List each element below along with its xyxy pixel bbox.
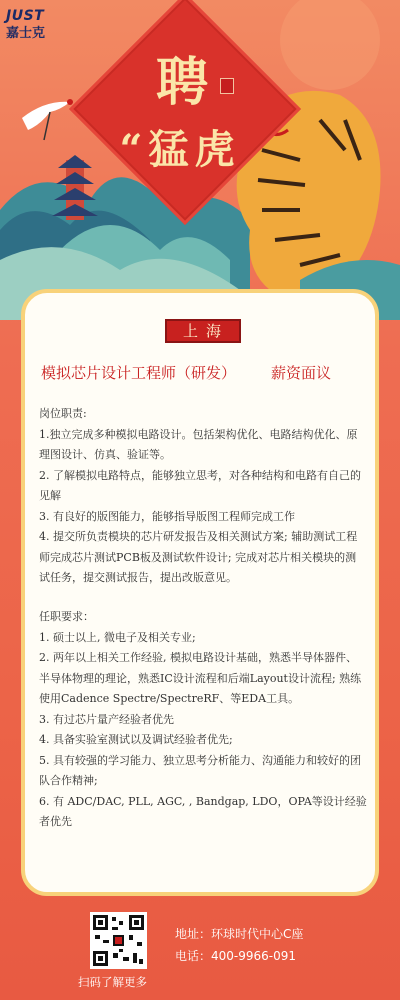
hero-illustration	[0, 0, 400, 320]
red-seal-icon	[220, 78, 234, 94]
duty-item: 1.独立完成多种模拟电路设计。包括架构优化、电路结构优化、原理图设计、仿真、验证等。	[39, 427, 358, 461]
job-card	[21, 289, 379, 896]
phone-text: 电话：400-9966-091	[175, 949, 297, 963]
requirement-item: 2. 两年以上相关工作经验, 模拟电路设计基础，熟悉半导体器件、半导体物理的理论，熟悉IC设计流程和后端Layout设计流程; 熟练使用Cadence Spectre/SpectreRF、等EDA工具。	[39, 651, 362, 705]
brand-logo	[6, 8, 45, 41]
title-tiger: “猛虎	[119, 126, 241, 173]
duty-item: 2. 了解模拟电路特点，能够独立思考，对各种结构和电路有自己的见解	[39, 468, 361, 502]
requirement-item: 5. 具有较强的学习能力、独立思考分析能力、沟通能力和较好的团队合作精神;	[39, 753, 361, 787]
qr-code-icon	[93, 915, 144, 966]
requirements-heading: 任职要求：	[39, 610, 94, 623]
duties-heading: 岗位职责:	[39, 407, 87, 420]
requirement-item: 4. 具备实验室测试以及调试经验者优先;	[39, 733, 233, 746]
requirement-item: 3. 有过芯片量产经验者优先	[39, 712, 174, 726]
duty-item: 4. 提交所负责模块的芯片研发报告及相关测试方案; 辅助测试工程师完成芯片测试PCB板及测试软件设计; 完成对芯片相关模块的测试任务，提交测试报告，提出改版意见。	[39, 530, 358, 584]
title-hire: 聘	[155, 52, 208, 113]
salary-label: 薪资面议	[271, 364, 332, 382]
requirement-item: 1. 硕士以上, 微电子及相关专业;	[39, 630, 196, 644]
requirements-section	[39, 607, 367, 833]
city-badge: 上海	[165, 319, 241, 343]
job-title: 模拟芯片设计工程师（研发）	[41, 364, 237, 382]
qr-code[interactable]	[90, 912, 147, 969]
duties-section	[39, 404, 367, 589]
brand-logo-en: JUST	[6, 8, 45, 24]
brand-logo-cn: 嘉士克	[6, 26, 46, 41]
qr-caption: 扫码了解更多	[78, 975, 147, 989]
address-text: 地址：环球时代中心C座	[175, 927, 304, 941]
duty-item: 3. 有良好的版图能力，能够指导版图工程师完成工作	[39, 509, 295, 523]
requirement-item: 6. 有 ADC/DAC, PLL, AGC, , Bandgap, LDO，OPA等设计经验者优先	[39, 794, 367, 828]
